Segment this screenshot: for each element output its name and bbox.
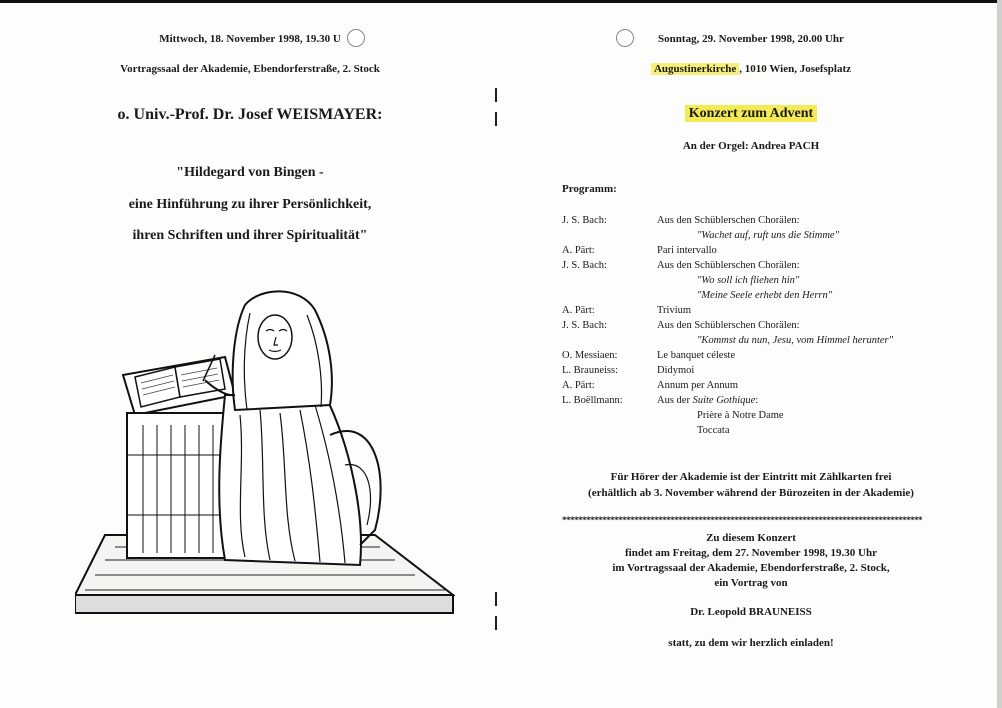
organist-line: An der Orgel: Andrea PACH bbox=[682, 140, 820, 152]
program-item-detail: Toccata bbox=[697, 425, 730, 436]
program-item: A. Pärt: Annum per Annum bbox=[562, 380, 739, 391]
admission-line-1: Für Hörer der Akademie ist der Eintritt mit Zählkarten frei bbox=[610, 471, 892, 483]
concert-date-line: Sonntag, 29. November 1998, 20.00 Uhr bbox=[658, 33, 844, 45]
note-line-4: ein Vortrag von bbox=[714, 577, 788, 589]
fold-mark bbox=[495, 112, 497, 126]
scan-right-edge bbox=[997, 0, 1002, 708]
admission-line-2: (erhältlich ab 3. November während der Bürozeiten in der Akademie) bbox=[588, 487, 914, 499]
fold-mark bbox=[495, 592, 497, 606]
left-page bbox=[0, 0, 500, 708]
concert-venue-line: Augustinerkirche , 1010 Wien, Josefsplatz bbox=[505, 63, 997, 75]
program-item-detail: Prière à Notre Dame bbox=[697, 410, 784, 421]
program-item: O. Messiaen: Le banquet céleste bbox=[562, 350, 736, 361]
left-venue-line: Vortragssaal der Akademie, Ebendorferstraße, 2. Stock bbox=[120, 63, 380, 75]
right-page bbox=[505, 0, 997, 708]
lecture-title-line-3: ihren Schriften und ihrer Spiritualität" bbox=[132, 228, 368, 243]
invitation-line: statt, zu dem wir herzlich einladen! bbox=[668, 637, 834, 649]
hildegard-woodcut-illustration bbox=[75, 285, 455, 625]
program-item-detail: "Kommst du nun, Jesu, vom Himmel herunter" bbox=[697, 335, 894, 346]
program-item: L. Brauneiss: Didymoi bbox=[562, 365, 695, 376]
fold-mark bbox=[495, 616, 497, 630]
fold-mark bbox=[495, 88, 497, 102]
program-item-detail: "Meine Seele erhebt den Herrn" bbox=[697, 290, 833, 301]
note-line-3: im Vortragssaal der Akademie, Ebendorferstraße, 2. Stock, bbox=[612, 562, 890, 574]
punch-hole-icon bbox=[347, 29, 365, 47]
program-item: A. Pärt: Trivium bbox=[562, 305, 692, 316]
program-heading: Programm: bbox=[562, 183, 617, 195]
left-date-line: Mittwoch, 18. November 1998, 19.30 U bbox=[159, 33, 341, 45]
lecture-speaker: o. Univ.-Prof. Dr. Josef WEISMAYER: bbox=[117, 106, 383, 123]
lecturer-name: Dr. Leopold BRAUNEISS bbox=[690, 606, 812, 618]
program-item: A. Pärt: Pari intervallo bbox=[562, 245, 717, 256]
lecture-title-line-2: eine Hinführung zu ihrer Persönlichkeit, bbox=[128, 197, 372, 212]
venue-church-highlight: Augustinerkirche bbox=[651, 63, 739, 75]
note-line-1: Zu diesem Konzert bbox=[706, 532, 796, 544]
program-list bbox=[562, 213, 992, 438]
separator-stars: ****************************************************************************************** bbox=[562, 515, 922, 525]
program-item: J. S. Bach: Aus den Schüblerschen Chorälen: bbox=[562, 320, 800, 331]
note-line-2: findet am Freitag, dem 27. November 1998, 19.30 Uhr bbox=[625, 547, 877, 559]
program-item: L. Boëllmann: Aus der Suite Gothique: bbox=[562, 395, 759, 406]
program-item-detail: "Wo soll ich fliehen hin" bbox=[697, 275, 800, 286]
concert-title: Konzert zum Advent bbox=[505, 106, 997, 122]
program-item: J. S. Bach: Aus den Schüblerschen Chorälen: bbox=[562, 260, 800, 271]
program-item: J. S. Bach: Aus den Schüblerschen Chorälen: bbox=[562, 215, 800, 226]
program-item-detail: "Wachet auf, ruft uns die Stimme" bbox=[697, 230, 840, 241]
lecture-title-line-1: "Hildegard von Bingen - bbox=[176, 165, 324, 180]
